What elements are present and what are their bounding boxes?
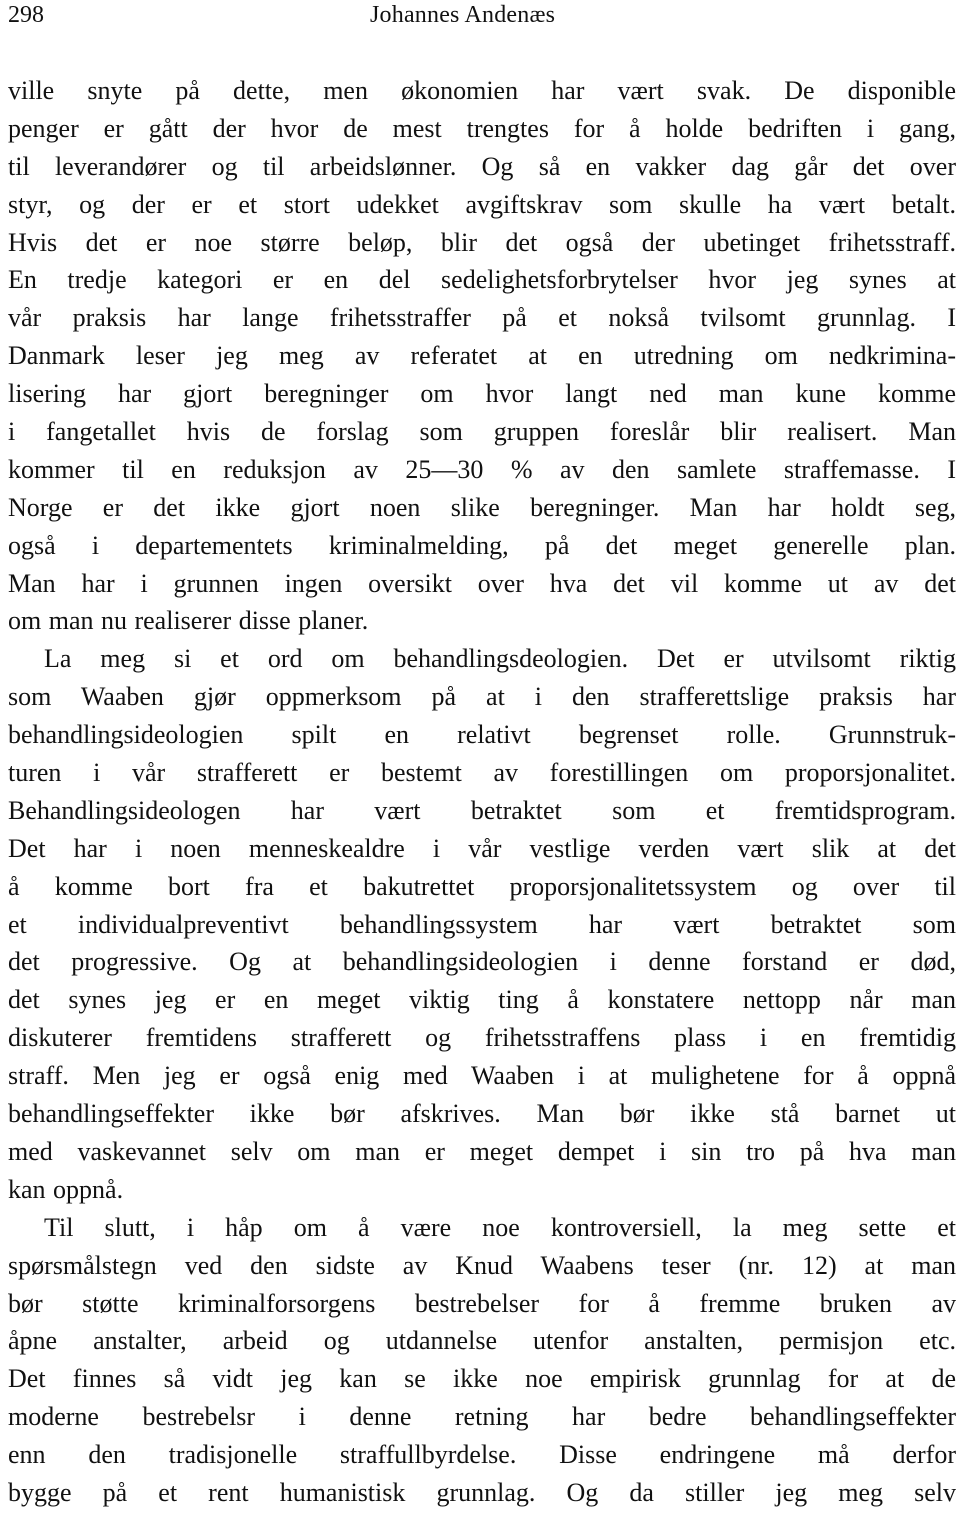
text-line: Norge er det ikke gjort noen slike beregninger. Man har holdt seg, [8, 492, 956, 522]
text-line: behandlingseffekter ikke bør afskrives. Man bør ikke stå barnet ut [8, 1099, 956, 1129]
text-line: kommer til en reduksjon av 25—30 % av den samlete straffemasse. I [8, 454, 956, 484]
text-line: et individualpreventivt behandlingssystem har vært betraktet som [8, 909, 956, 939]
text-line: kan oppnå. [8, 1174, 124, 1204]
text-line: det synes jeg er en meget viktig ting å konstatere nettopp når man [8, 985, 956, 1015]
text-line: ville snyte på dette, men økonomien har vært svak. De disponible [8, 76, 956, 105]
text-line: i fangetallet hvis de forslag som gruppen foreslår blir realisert. Man [8, 417, 956, 447]
text-line: til leverandører og til arbeidslønner. Og så en vakker dag går det over [8, 151, 956, 181]
text-line: behandlingsideologien spilt en relativt begrenset rolle. Grunnstruk- [8, 720, 956, 750]
page-header [8, 0, 956, 36]
text-line: spørsmålstegn ved den sidste av Knud Waabens teser (nr. 12) at man [8, 1250, 956, 1280]
text-line: bør støtte kriminalforsorgens bestrebelser for å fremme bruken av [8, 1288, 956, 1318]
text-line: La meg si et ord om behandlingsdeologien. Det er utvilsomt riktig [44, 644, 956, 674]
text-line: straff. Men jeg er også enig med Waaben i at mulighetene for å oppnå [8, 1061, 956, 1091]
page-number: 298 [8, 2, 44, 28]
text-line: det progressive. Og at behandlingsideologien i denne forstand er død, [8, 947, 956, 977]
body-text [8, 72, 956, 1512]
text-line: bygge på et rent humanistisk grunnlag. Og da stiller jeg meg selv [8, 1477, 956, 1507]
text-line: vår praksis har lange frihetsstraffer på et nokså tvilsomt grunnlag. I [8, 303, 956, 333]
text-line: Behandlingsideologen har vært betraktet som et fremtidsprogram. [8, 795, 956, 825]
page [8, 0, 956, 1507]
text-line: Hvis det er noe større beløp, blir det også der ubetinget frihetsstraff. [8, 227, 956, 257]
text-line: enn den tradisjonelle straffullbyrdelse. Disse endringene må derfor [8, 1440, 956, 1470]
text-line: om man nu realiserer disse planer. [8, 606, 369, 636]
text-line: som Waaben gjør oppmerksom på at i den strafferettslige praksis har [8, 682, 956, 712]
text-line: moderne bestrebelsr i denne retning har bedre behandlingseffekter [8, 1402, 956, 1432]
text-line: med vaskevannet selv om man er meget dempet i sin tro på hva man [8, 1136, 956, 1166]
text-line: å komme bort fra et bakutrettet proporsjonalitetssystem og over til [8, 871, 956, 901]
text-line: Danmark leser jeg meg av referatet at en utredning om nedkrimina- [8, 341, 956, 371]
text-line: Man har i grunnen ingen oversikt over hva det vil komme ut av det [8, 568, 956, 598]
text-line: styr, og der er et stort udekket avgiftskrav som skulle ha vært betalt. [8, 189, 956, 219]
text-line: Det har i noen menneskealdre i vår vestlige verden vært slik at det [8, 833, 956, 863]
text-line: En tredje kategori er en del sedelighetsforbrytelser hvor jeg synes at [8, 265, 956, 295]
text-line: åpne anstalter, arbeid og utdannelse utenfor anstalten, permisjon etc. [8, 1326, 956, 1356]
text-line: lisering har gjort beregninger om hvor langt ned man kune komme [8, 379, 956, 409]
text-line: også i departementets kriminalmelding, på det meget generelle plan. [8, 530, 956, 560]
text-line: Til slutt, i håp om å være noe kontroversiell, la meg sette et [44, 1212, 956, 1242]
running-head: Johannes Andenæs [370, 2, 556, 28]
text-line: Det finnes så vidt jeg kan se ikke noe empirisk grunnlag for at de [8, 1364, 956, 1394]
text-line: turen i vår strafferett er bestemt av forestillingen om proporsjonalitet. [8, 758, 956, 788]
text-line: diskuterer fremtidens strafferett og frihetsstraffens plass i en fremtidig [8, 1023, 956, 1053]
text-line: penger er gått der hvor de mest trengtes for å holde bedriften i gang, [8, 113, 956, 143]
